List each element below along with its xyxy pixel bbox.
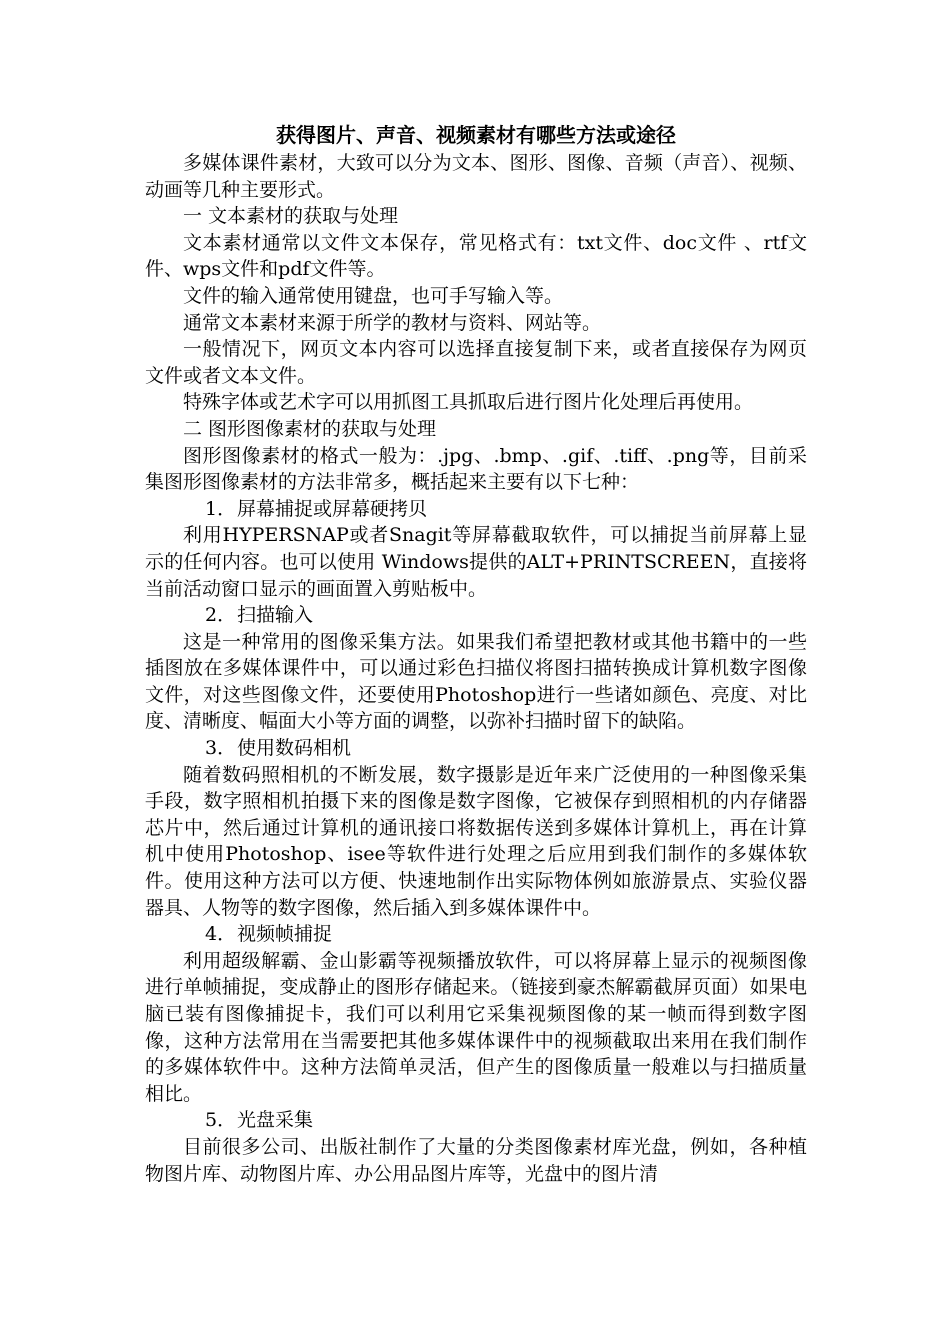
section-1-paragraph: 文件的输入通常使用键盘，也可手写输入等。 — [183, 284, 564, 307]
item-number: 3． — [205, 737, 237, 760]
item-number: 1． — [205, 497, 237, 520]
intro-paragraph: 多媒体课件素材，大致可以分为文本、图形、图像、音频（声音）、视频、动画等几种主要形式。 — [145, 152, 807, 201]
item-heading — [145, 496, 807, 523]
section-1-paragraph: 通常文本素材来源于所学的教材与资料、网站等。 — [183, 311, 602, 334]
item-title: 屏幕捕捉或屏幕硬拷贝 — [237, 497, 428, 520]
item-title: 光盘采集 — [237, 1109, 314, 1132]
item-title: 扫描输入 — [237, 604, 314, 627]
item-body: 利用HYPERSNAP或者Snagit等屏幕截取软件，可以捕捉当前屏幕上显示的任何内容。也可以使用 Windows提供的ALT+PRINTSCREEN，直接将当前活动窗口显示的画面置入剪贴板中。 — [145, 524, 807, 600]
item-heading — [145, 921, 807, 948]
item-title: 视频帧捕捉 — [237, 923, 333, 946]
item-title: 使用数码相机 — [237, 737, 352, 760]
item-heading — [145, 735, 807, 762]
section-1-paragraph: 特殊字体或艺术字可以用抓图工具抓取后进行图片化处理后再使用。 — [183, 391, 754, 414]
item-body: 利用超级解霸、金山影霸等视频播放软件，可以将屏幕上显示的视频图像进行单帧捕捉，变成静止的图形存储起来。（链接到豪杰解霸截屏页面）如果电脑已装有图像捕捉卡，我们可以利用它采集视频图像的某一帧而得到数字图像，这种方法常用在当需要把其他多媒体课件中的视频截取出来用在我们制作的多媒体软件中。这种方法简单灵活，但产生的图像质量一般难以与扫描质量相比。 — [145, 949, 807, 1105]
item-heading — [145, 1107, 807, 1134]
item-body: 这是一种常用的图像采集方法。如果我们希望把教材或其他书籍中的一些插图放在多媒体课件中，可以通过彩色扫描仪将图扫描转换成计算机数字图像文件，对这些图像文件，还要使用Photoshop进行一些诸如颜色、亮度、对比度、清晰度、幅面大小等方面的调整，以弥补扫描时留下的缺陷。 — [145, 630, 807, 733]
item-number: 2． — [205, 604, 237, 627]
section-2-intro: 图形图像素材的格式一般为：.jpg、.bmp、.gif、.tiff、.png等，目前采集图形图像素材的方法非常多，概括起来主要有以下七种： — [145, 444, 807, 494]
section-1-paragraph: 文本素材通常以文件文本保存，常见格式有：txt文件、doc文件 、rtf文件、wps文件和pdf文件等。 — [145, 231, 807, 281]
item-heading — [145, 602, 807, 629]
section-1-heading: 一 文本素材的获取与处理 — [183, 205, 399, 228]
item-body: 目前很多公司、出版社制作了大量的分类图像素材库光盘，例如，各种植物图片库、动物图片库、办公用品图片库等，光盘中的图片清 — [145, 1135, 807, 1185]
item-number: 5． — [205, 1109, 237, 1132]
item-body: 随着数码照相机的不断发展，数字摄影是近年来广泛使用的一种图像采集手段，数字照相机拍摄下来的图像是数字图像，它被保存到照相机的内存储器芯片中，然后通过计算机的通讯接口将数据传送到多媒体计算机上，再在计算机中使用Photoshop、isee等软件进行处理之后应用到我们制作的多媒体软件。使用这种方法可以方便、快速地制作出实际物体例如旅游景点、实验仪器器具、人物等的数字图像，然后插入到多媒体课件中。 — [145, 763, 807, 919]
document-page — [145, 120, 807, 1187]
section-1-paragraph: 一般情况下，网页文本内容可以选择直接复制下来，或者直接保存为网页文件或者文本文件。 — [145, 338, 807, 387]
section-2-heading: 二 图形图像素材的获取与处理 — [183, 417, 437, 440]
document-title: 获得图片、声音、视频素材有哪些方法或途径 — [276, 123, 676, 147]
item-number: 4． — [205, 923, 237, 946]
